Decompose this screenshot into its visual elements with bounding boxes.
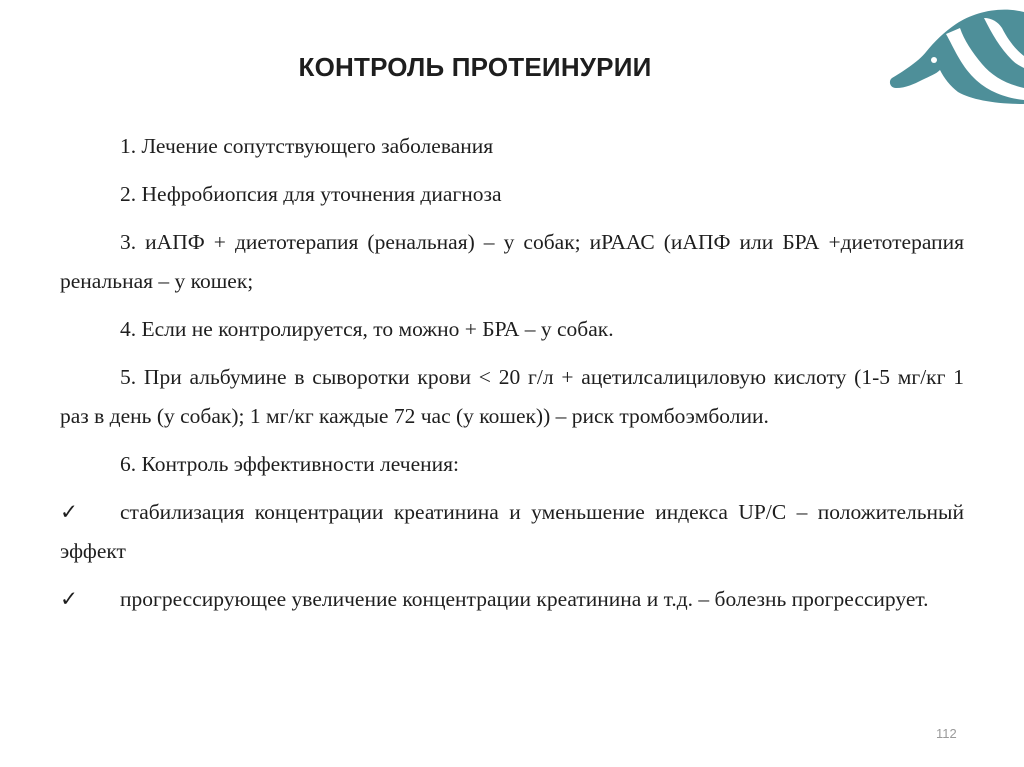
checklist-item: ✓ прогрессирующее увеличение концентрации креатинина и т.д. – болезнь прогрессирует. (60, 580, 964, 619)
checklist-item-text: прогрессирующее увеличение концентрации креатинина и т.д. – болезнь прогрессирует. (120, 587, 929, 611)
list-item: 3. иАПФ + диетотерапия (ренальная) – у собак; иРААС (иАПФ или БРА +диетотерапия ренальная – у кошек; (60, 230, 964, 293)
checklist-item-text: стабилизация концентрации креатинина и уменьшение индекса UP/C – положительный эффект (60, 500, 964, 563)
list-item: 1. Лечение сопутствующего заболевания (120, 134, 494, 158)
list-item: 6. Контроль эффективности лечения: (120, 452, 459, 476)
page-number: 112 (936, 726, 957, 741)
list-item: 4. Если не контролируется, то можно + БРА – у собак. (120, 317, 614, 341)
checklist-item: ✓ стабилизация концентрации креатинина и уменьшение индекса UP/C – положительный эффект (60, 493, 964, 571)
page-title: КОНТРОЛЬ ПРОТЕИНУРИИ (298, 52, 652, 82)
list-item: 5. При альбумине в сыворотки крови < 20 г/л + ацетилсалициловую кислоту (1-5 мг/кг 1 раз в день (у собак); 1 мг/кг каждые 72 час (у кошек)) – риск тромбоэмболии. (60, 365, 964, 428)
content (60, 127, 964, 628)
list-item: 2. Нефробиопсия для уточнения диагноза (120, 182, 502, 206)
